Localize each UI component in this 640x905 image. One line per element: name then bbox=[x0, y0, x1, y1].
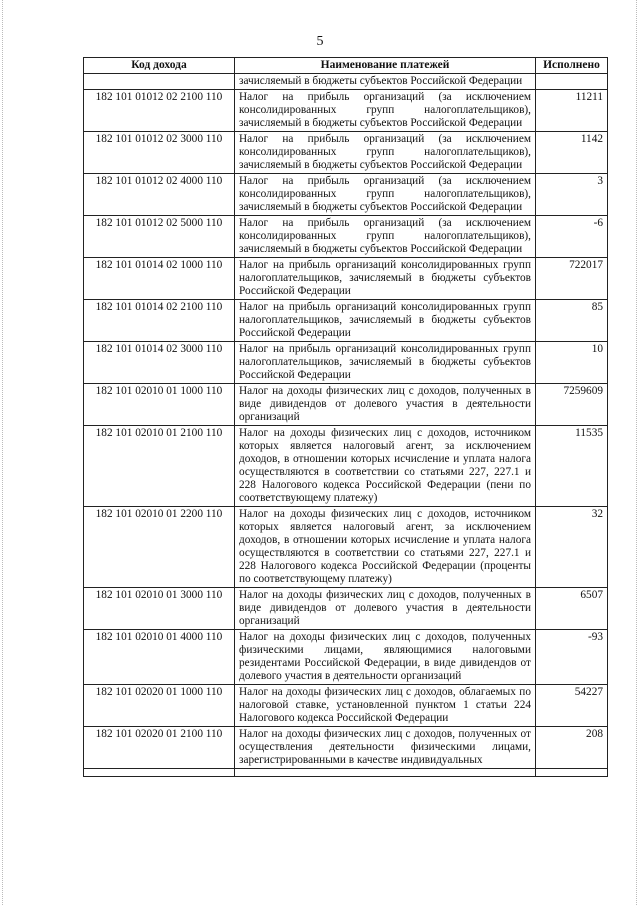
empty-cell bbox=[235, 769, 536, 777]
row-code bbox=[84, 74, 235, 90]
row-amount: 722017 bbox=[536, 258, 608, 300]
row-code: 182 101 01014 02 2100 110 bbox=[84, 300, 235, 342]
row-name: Налог на доходы физических лиц с доходов, источником которых является налоговый агент, за исключением доходов, в отношении которых исчисление и уплата налога осуществляются в соответствии со статьями 227, 227.1 и 228 Налогового кодекса Российской Федерации (пени по соответствующему платежу) bbox=[235, 426, 536, 507]
row-code: 182 101 01012 02 5000 110 bbox=[84, 216, 235, 258]
row-name: Налог на доходы физических лиц с доходов, полученных в виде дивидендов от долевого участия в деятельности организаций bbox=[235, 384, 536, 426]
row-amount: 32 bbox=[536, 507, 608, 588]
row-name: Налог на доходы физических лиц с доходов, полученных в виде дивидендов от долевого участия в деятельности организаций bbox=[235, 588, 536, 630]
table-row bbox=[84, 426, 608, 507]
row-amount: 54227 bbox=[536, 685, 608, 727]
row-name: Налог на прибыль организаций консолидированных групп налогоплательщиков, зачисляемый в бюджеты субъектов Российской Федерации bbox=[235, 342, 536, 384]
table-row bbox=[84, 685, 608, 727]
row-name: Налог на прибыль организаций консолидированных групп налогоплательщиков, зачисляемый в бюджеты субъектов Российской Федерации bbox=[235, 300, 536, 342]
table-row bbox=[84, 630, 608, 685]
header-code: Код дохода bbox=[84, 58, 235, 74]
header-name: Наименование платежей bbox=[235, 58, 536, 74]
row-code: 182 101 02010 01 4000 110 bbox=[84, 630, 235, 685]
row-amount: 7259609 bbox=[536, 384, 608, 426]
table-row-continuation bbox=[84, 769, 608, 777]
row-code: 182 101 01012 02 3000 110 bbox=[84, 132, 235, 174]
row-name: Налог на прибыль организаций (за исключением консолидированных групп налогоплательщиков), зачисляемый в бюджеты субъектов Российской Федерации bbox=[235, 174, 536, 216]
row-code: 182 101 01012 02 2100 110 bbox=[84, 90, 235, 132]
row-code: 182 101 02010 01 1000 110 bbox=[84, 384, 235, 426]
table-row bbox=[84, 588, 608, 630]
row-amount: 85 bbox=[536, 300, 608, 342]
row-name: зачисляемый в бюджеты субъектов Российской Федерации bbox=[235, 74, 536, 90]
table-row bbox=[84, 174, 608, 216]
row-name: Налог на прибыль организаций консолидированных групп налогоплательщиков, зачисляемый в бюджеты субъектов Российской Федерации bbox=[235, 258, 536, 300]
table-row bbox=[84, 132, 608, 174]
row-code: 182 101 01014 02 3000 110 bbox=[84, 342, 235, 384]
row-name: Налог на доходы физических лиц с доходов, полученных от осуществления деятельности физическими лицами, зарегистрированными в качестве индивидуальных bbox=[235, 727, 536, 769]
scan-edge-left bbox=[2, 0, 3, 905]
row-amount: 3 bbox=[536, 174, 608, 216]
empty-cell bbox=[84, 769, 235, 777]
empty-cell bbox=[536, 769, 608, 777]
row-amount: 1142 bbox=[536, 132, 608, 174]
table-row bbox=[84, 507, 608, 588]
table-row bbox=[84, 342, 608, 384]
row-code: 182 101 02010 01 2200 110 bbox=[84, 507, 235, 588]
table-row bbox=[84, 258, 608, 300]
header-amount: Исполнено bbox=[536, 58, 608, 74]
row-name: Налог на доходы физических лиц с доходов, полученных физическими лицами, являющимися налоговыми резидентами Российской Федерации, в виде дивидендов от долевого участия в деятельности организаций bbox=[235, 630, 536, 685]
row-name: Налог на прибыль организаций (за исключением консолидированных групп налогоплательщиков), зачисляемый в бюджеты субъектов Российской Федерации bbox=[235, 132, 536, 174]
scan-edge-right bbox=[636, 0, 637, 905]
table-row bbox=[84, 384, 608, 426]
row-code: 182 101 02010 01 3000 110 bbox=[84, 588, 235, 630]
page-number: 5 bbox=[316, 34, 324, 49]
table-row bbox=[84, 74, 608, 90]
row-amount: 10 bbox=[536, 342, 608, 384]
table-row bbox=[84, 216, 608, 258]
row-code: 182 101 01014 02 1000 110 bbox=[84, 258, 235, 300]
row-amount: 208 bbox=[536, 727, 608, 769]
row-code: 182 101 02010 01 2100 110 bbox=[84, 426, 235, 507]
row-name: Налог на прибыль организаций (за исключением консолидированных групп налогоплательщиков), зачисляемый в бюджеты субъектов Российской Федерации bbox=[235, 216, 536, 258]
row-amount: 6507 bbox=[536, 588, 608, 630]
row-code: 182 101 02020 01 1000 110 bbox=[84, 685, 235, 727]
row-code: 182 101 01012 02 4000 110 bbox=[84, 174, 235, 216]
table-row bbox=[84, 727, 608, 769]
row-name: Налог на прибыль организаций (за исключением консолидированных групп налогоплательщиков), зачисляемый в бюджеты субъектов Российской Федерации bbox=[235, 90, 536, 132]
table-row bbox=[84, 300, 608, 342]
row-amount: -93 bbox=[536, 630, 608, 685]
row-code: 182 101 02020 01 2100 110 bbox=[84, 727, 235, 769]
row-amount: 11535 bbox=[536, 426, 608, 507]
revenue-table bbox=[83, 57, 608, 777]
row-amount: 11211 bbox=[536, 90, 608, 132]
table-row bbox=[84, 90, 608, 132]
row-name: Налог на доходы физических лиц с доходов, облагаемых по налоговой ставке, установленной пунктом 1 статьи 224 Налогового кодекса Российской Федерации bbox=[235, 685, 536, 727]
row-name: Налог на доходы физических лиц с доходов, источником которых является налоговый агент, за исключением доходов, в отношении которых исчисление и уплата налога осуществляются в соответствии со статьями 227, 227.1 и 228 Налогового кодекса Российской Федерации (проценты по соответствующему платежу) bbox=[235, 507, 536, 588]
table-header-row bbox=[84, 58, 608, 74]
row-amount bbox=[536, 74, 608, 90]
row-amount: -6 bbox=[536, 216, 608, 258]
